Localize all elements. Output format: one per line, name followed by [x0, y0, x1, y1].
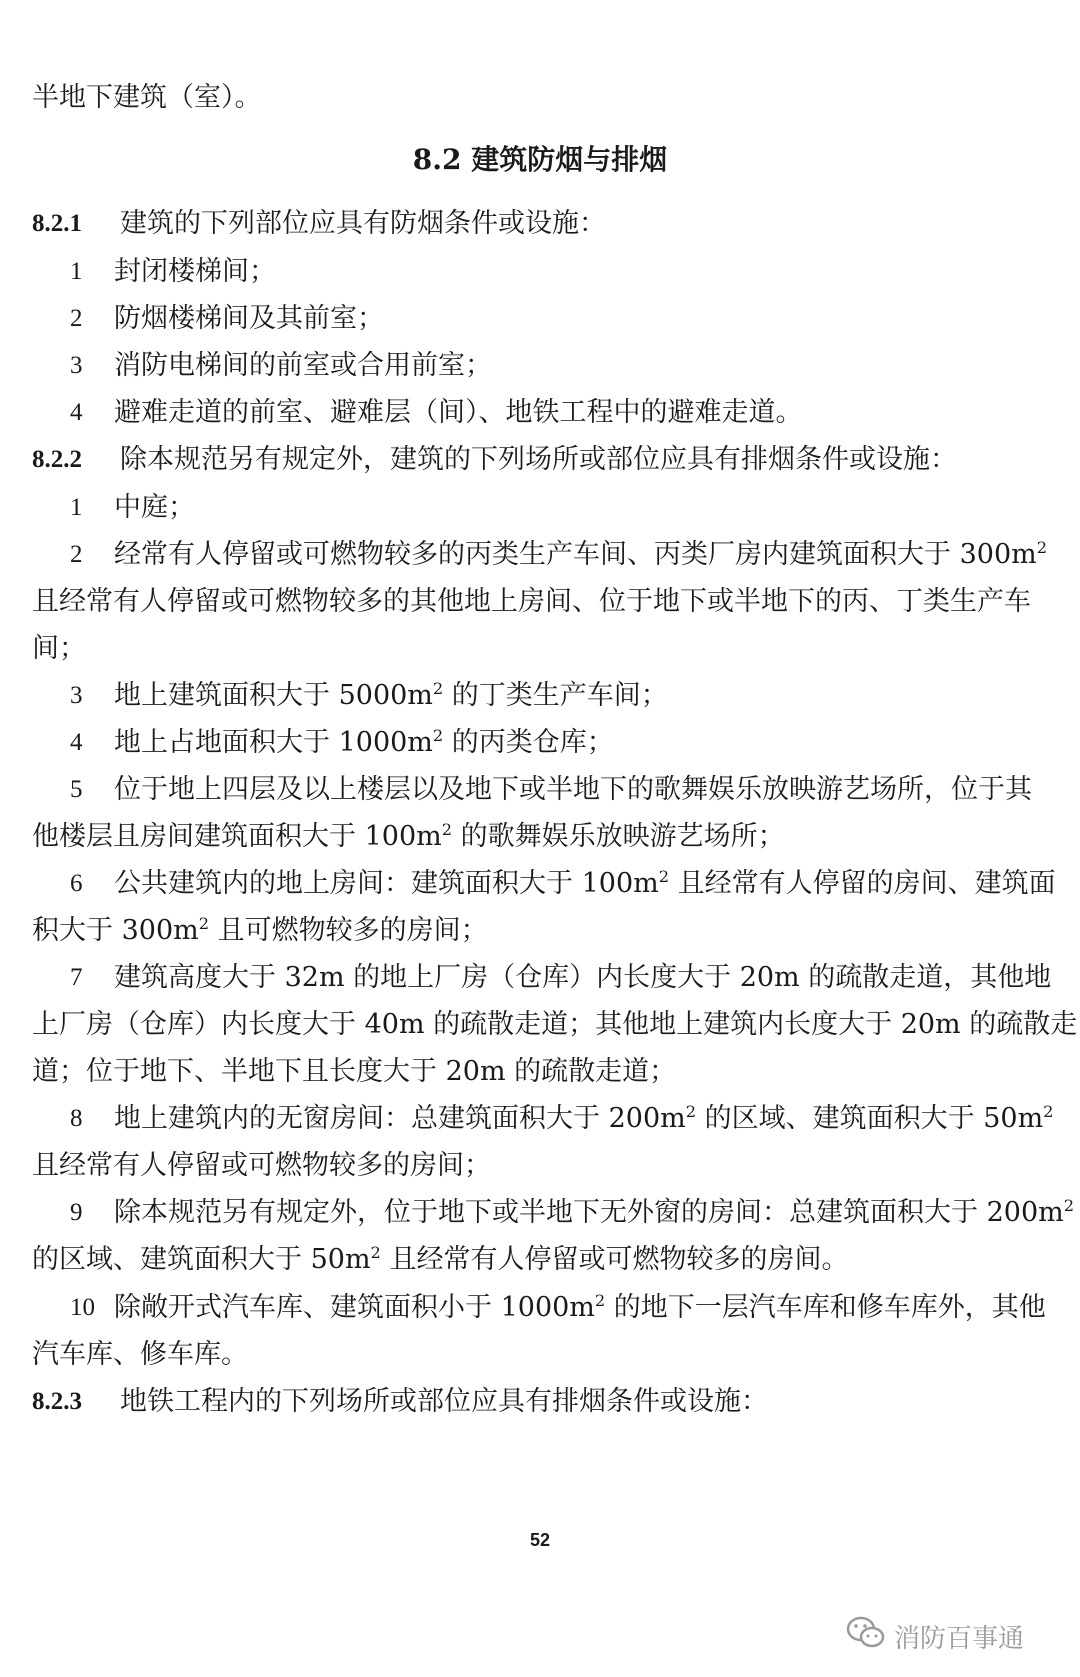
item-text-line [32, 819, 785, 855]
item-text-line: 汽车库、修车库。 [32, 1339, 248, 1370]
item-text: 中庭； [114, 492, 195, 523]
item-number: 8 [70, 1105, 83, 1132]
item-text [114, 1290, 1046, 1326]
text-run: 地上占地面积大于 1000m [114, 727, 433, 758]
item-text-line [32, 1242, 848, 1278]
superscript: 2 [1043, 1102, 1054, 1121]
item-text: 封闭楼梯间； [114, 256, 276, 287]
clause-text: 地铁工程内的下列场所或部位应具有排烟条件或设施： [120, 1386, 768, 1417]
clause-text: 除本规范另有规定外，建筑的下列场所或部位应具有排烟条件或设施： [120, 444, 957, 475]
watermark-text: 消防百事通 [894, 1623, 1025, 1654]
item-number: 5 [70, 776, 83, 803]
item-text [114, 678, 668, 714]
text-run: 的地下一层汽车库和修车库外，其他 [605, 1292, 1046, 1323]
text-run: 的丁类生产车间； [443, 680, 668, 711]
item-number: 3 [70, 352, 83, 379]
item-text [114, 725, 614, 761]
clause-number: 8.2.3 [32, 1388, 82, 1415]
clause-number: 8.2.2 [32, 446, 82, 473]
item-text-line: 上厂房（仓库）内长度大于 40m 的疏散走道；其他地上建筑内长度大于 20m 的疏散走 [32, 1009, 1078, 1040]
superscript: 2 [370, 1243, 381, 1262]
item-number: 10 [70, 1294, 95, 1321]
item-number: 4 [70, 729, 83, 756]
text-run: 除敞开式汽车库、建筑面积小于 1000m [114, 1292, 595, 1323]
text-run: 且经常有人停留的房间、建筑面 [669, 868, 1056, 899]
superscript: 2 [594, 1291, 606, 1310]
text-run: 地上建筑内的无窗房间：总建筑面积大于 200m [114, 1103, 686, 1134]
text-run: 的歌舞娱乐放映游艺场所； [452, 821, 785, 852]
item-text-line: 且经常有人停留或可燃物较多的其他地上房间、位于地下或半地下的丙、丁类生产车 [32, 586, 1031, 617]
item-number: 2 [70, 305, 83, 332]
text-run: 的丙类仓库； [443, 727, 614, 758]
item-text: 位于地上四层及以上楼层以及地下或半地下的歌舞娱乐放映游艺场所，位于其 [114, 774, 1032, 805]
superscript: 2 [432, 726, 444, 745]
item-text-line: 间； [32, 633, 86, 664]
item-number: 7 [70, 964, 83, 991]
text-run: 除本规范另有规定外，位于地下或半地下无外窗的房间：总建筑面积大于 200m [114, 1197, 1064, 1228]
clause-text: 建筑的下列部位应具有防烟条件或设施： [120, 208, 606, 239]
item-text [114, 1101, 1053, 1137]
superscript: 2 [685, 1102, 697, 1121]
text-run: 的区域、建筑面积大于 50m [32, 1244, 371, 1275]
item-number: 9 [70, 1199, 83, 1226]
text-run: 地上建筑面积大于 5000m [114, 680, 433, 711]
text-run: 公共建筑内的地上房间：建筑面积大于 100m [114, 868, 659, 899]
text-run: 且经常有人停留或可燃物较多的房间。 [380, 1244, 849, 1275]
item-text: 建筑高度大于 32m 的地上厂房（仓库）内长度大于 20m 的疏散走道，其他地 [114, 962, 1052, 993]
item-text [114, 1195, 1074, 1231]
superscript: 2 [441, 820, 453, 839]
item-number: 1 [70, 258, 83, 285]
superscript: 2 [1036, 538, 1048, 557]
item-text-line [32, 913, 488, 949]
text-run: 且可燃物较多的房间； [209, 915, 488, 946]
item-number: 4 [70, 399, 83, 426]
item-number: 3 [70, 682, 83, 709]
superscript: 2 [658, 867, 670, 886]
item-text-line: 且经常有人停留或可燃物较多的房间； [32, 1150, 491, 1181]
page-number: 52 [529, 1530, 551, 1550]
superscript: 2 [1063, 1196, 1075, 1215]
superscript: 2 [198, 914, 210, 933]
superscript: 2 [432, 679, 444, 698]
text-run: 经常有人停留或可燃物较多的丙类生产车间、丙类厂房内建筑面积大于 300m [114, 539, 1037, 570]
item-text: 防烟楼梯间及其前室； [114, 303, 384, 334]
item-text [114, 537, 1047, 573]
item-number: 6 [70, 870, 83, 897]
item-text: 避难走道的前室、避难层（间）、地铁工程中的避难走道。 [114, 397, 803, 428]
text-run: 的区域、建筑面积大于 50m [696, 1103, 1044, 1134]
section-heading: 8.2 建筑防烟与排烟 [412, 143, 668, 176]
clause-number: 8.2.1 [32, 210, 82, 237]
item-number: 1 [70, 494, 83, 521]
item-text [114, 866, 1056, 902]
watermark [846, 1616, 1024, 1656]
wechat-icon [846, 1616, 886, 1657]
continuation-text: 半地下建筑（室）。 [32, 82, 262, 113]
text-run: 他楼层且房间建筑面积大于 100m [32, 821, 442, 852]
item-text-line: 道；位于地下、半地下且长度大于 20m 的疏散走道； [32, 1056, 677, 1087]
item-text: 消防电梯间的前室或合用前室； [114, 350, 492, 381]
text-run: 积大于 300m [32, 915, 199, 946]
item-number: 2 [70, 541, 83, 568]
